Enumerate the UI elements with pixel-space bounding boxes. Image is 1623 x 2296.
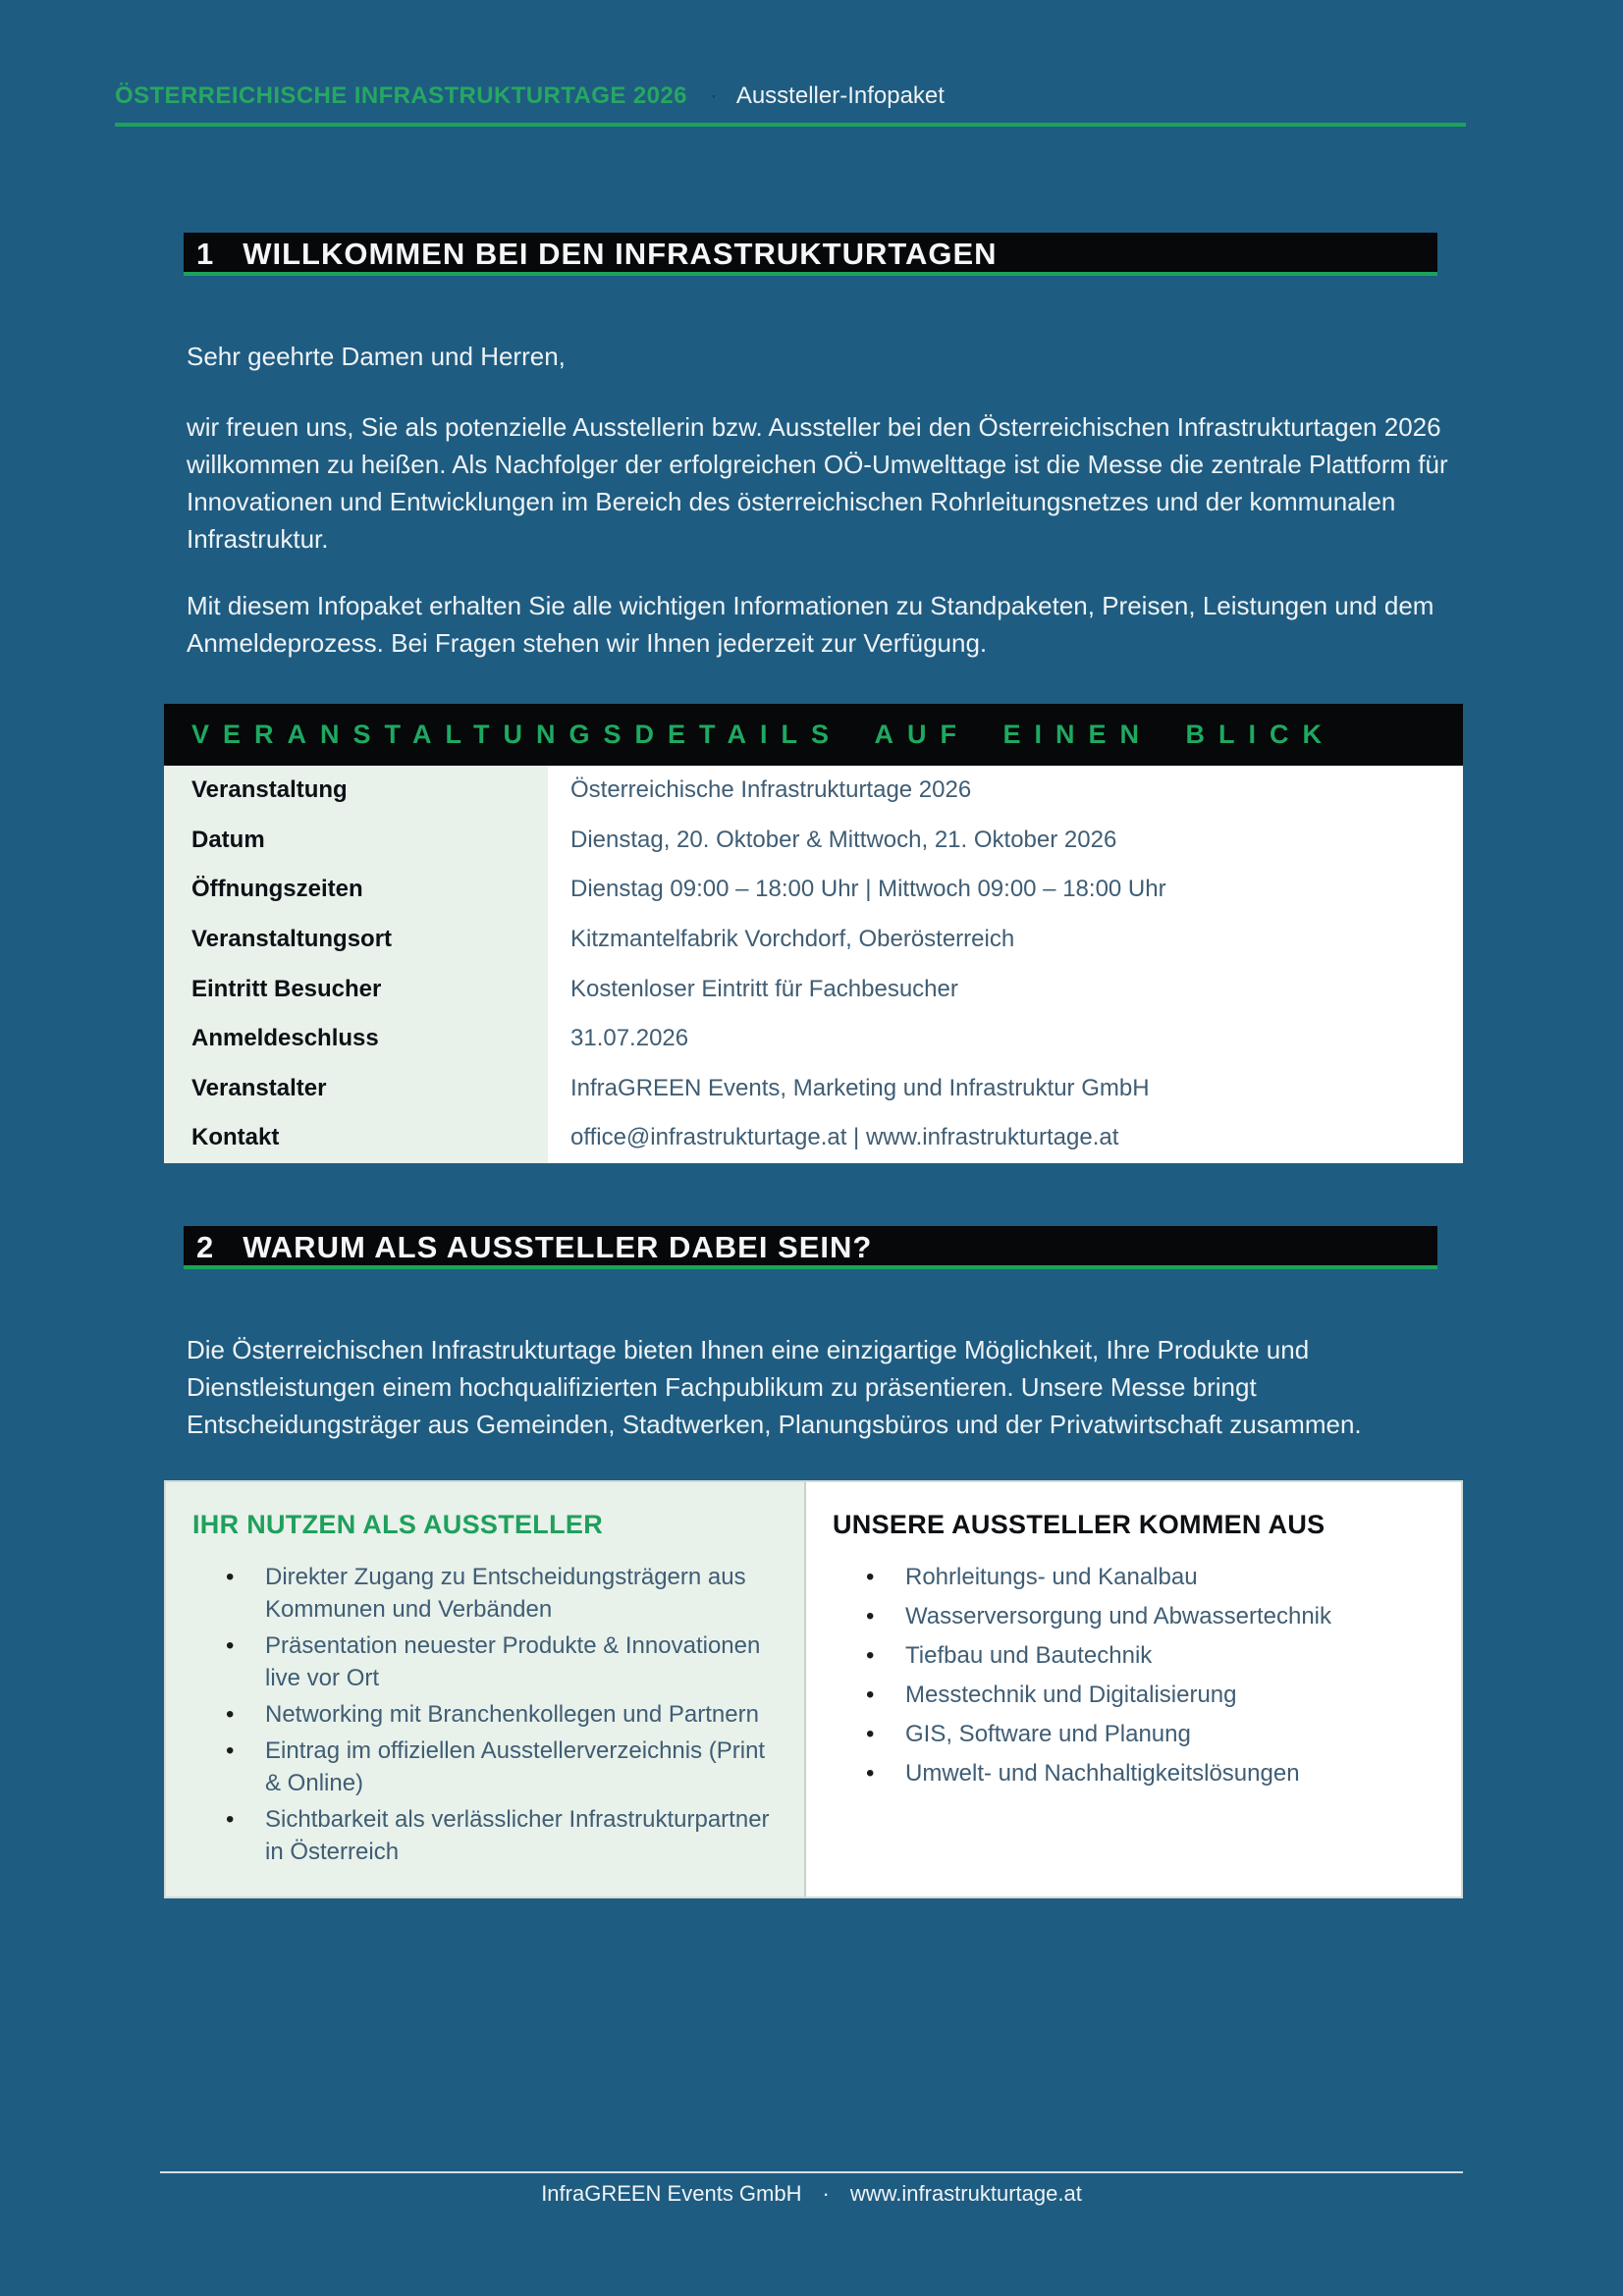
benefits-heading: IHR NUTZEN ALS AUSSTELLER xyxy=(192,1510,603,1539)
brand-title: ÖSTERREICHISCHE INFRASTRUKTURTAGE 2026 xyxy=(115,82,687,109)
benefit-list-item: • Eintrag im offiziellen Ausstellerverzeichnis (Print & Online) xyxy=(220,1735,777,1799)
audiences-list xyxy=(860,1561,1434,1789)
detail-value: office@infrastrukturtage.at | www.infrastrukturtage.at xyxy=(548,1113,1463,1163)
detail-value: 31.07.2026 xyxy=(548,1014,1463,1064)
page-footer xyxy=(0,2181,1623,2207)
benefit-list-item: • Direkter Zugang zu Entscheidungsträgern aus Kommunen und Verbänden xyxy=(220,1561,777,1626)
detail-label: Datum xyxy=(164,816,548,866)
table-row xyxy=(164,766,1463,816)
audience-list-item: • Umwelt- und Nachhaltigkeitslösungen xyxy=(860,1757,1434,1789)
details-table-body xyxy=(164,766,1463,1163)
section-2-heading-bar xyxy=(184,1226,1437,1269)
benefit-list-item: • Sichtbarkeit als verlässlicher Infrastrukturpartner in Österreich xyxy=(220,1803,777,1868)
table-row xyxy=(164,1064,1463,1114)
detail-label: Öffnungszeiten xyxy=(164,865,548,915)
intro-paragraph-1: wir freuen uns, Sie als potenzielle Ausstellerin bzw. Aussteller bei den Österreichischen Infrastrukturtagen 2026 willkommen zu heißen. Als Nachfolger der erfolgreichen OÖ-Umwelttage ist die Messe die zentrale Plattform für Innovationen und Entwicklungen im Bereich des österreichischen Rohrleitungsnetzes und der kommunalen Infrastruktur. xyxy=(187,412,1448,554)
detail-label: Anmeldeschluss xyxy=(164,1014,548,1064)
footer-company: InfraGREEN Events GmbH xyxy=(541,2181,802,2206)
benefits-list xyxy=(220,1561,777,1868)
detail-value: Dienstag, 20. Oktober & Mittwoch, 21. Oktober 2026 xyxy=(548,816,1463,866)
section-1-title: WILLKOMMEN BEI DEN INFRASTRUKTURTAGEN xyxy=(243,237,998,271)
detail-value: Dienstag 09:00 – 18:00 Uhr | Mittwoch 09:00 – 18:00 Uhr xyxy=(548,865,1463,915)
detail-value: InfraGREEN Events, Marketing und Infrastruktur GmbH xyxy=(548,1064,1463,1114)
section-1-number: 1 xyxy=(196,237,215,271)
footer-divider-rule xyxy=(160,2171,1463,2173)
benefit-list-item: • Networking mit Branchenkollegen und Partnern xyxy=(220,1698,777,1731)
detail-label: Kontakt xyxy=(164,1113,548,1163)
detail-value: Kostenloser Eintritt für Fachbesucher xyxy=(548,964,1463,1014)
audience-list-item: • Wasserversorgung und Abwassertechnik xyxy=(860,1600,1434,1632)
footer-separator-dot: · xyxy=(822,2181,830,2206)
section-2-title: WARUM ALS AUSSTELLER DABEI SEIN? xyxy=(243,1230,873,1264)
table-row xyxy=(164,1014,1463,1064)
audience-list-item: • Tiefbau und Bautechnik xyxy=(860,1639,1434,1672)
why-exhibit-paragraph: Die Österreichischen Infrastrukturtage bieten Ihnen eine einzigartige Möglichkeit, Ihre Produkte und Dienstleistungen einem hochqualifizierten Fachpublikum zu präsentieren. Unsere Messe bringt Entscheidungsträger aus Gemeinden, Stadtwerken, Planungsbüros und der Privatwirtschaft zusammen. xyxy=(187,1335,1362,1439)
greeting-text: Sehr geehrte Damen und Herren, xyxy=(187,342,566,371)
header-separator-dot: · xyxy=(709,82,718,109)
detail-label: Eintritt Besucher xyxy=(164,964,548,1014)
document-subtitle: Aussteller-Infopaket xyxy=(735,82,945,109)
benefit-list-item: • Präsentation neuester Produkte & Innovationen live vor Ort xyxy=(220,1629,777,1694)
detail-value: Österreichische Infrastrukturtage 2026 xyxy=(548,766,1463,816)
audience-list-item: • Messtechnik und Digitalisierung xyxy=(860,1679,1434,1711)
audiences-panel xyxy=(804,1482,1461,1896)
audiences-heading: UNSERE AUSSTELLER KOMMEN AUS xyxy=(833,1510,1325,1539)
footer-website: www.infrastrukturtage.at xyxy=(849,2181,1082,2206)
benefits-panel xyxy=(166,1482,804,1896)
section-1-heading-bar xyxy=(184,233,1437,276)
table-row xyxy=(164,865,1463,915)
event-details-table xyxy=(164,704,1463,1163)
detail-label: Veranstaltungsort xyxy=(164,915,548,965)
details-table-heading: VERANSTALTUNGSDETAILS AUF EINEN BLICK xyxy=(164,704,1463,766)
table-row xyxy=(164,1113,1463,1163)
table-row xyxy=(164,816,1463,866)
audience-list-item: • Rohrleitungs- und Kanalbau xyxy=(860,1561,1434,1593)
info-panels xyxy=(164,1480,1463,1898)
detail-label: Veranstaltung xyxy=(164,766,548,816)
detail-value: Kitzmantelfabrik Vorchdorf, Oberösterreich xyxy=(548,915,1463,965)
table-row xyxy=(164,964,1463,1014)
section-2-number: 2 xyxy=(196,1230,215,1264)
detail-label: Veranstalter xyxy=(164,1064,548,1114)
page-header xyxy=(115,82,1466,127)
table-row xyxy=(164,915,1463,965)
intro-paragraph-2: Mit diesem Infopaket erhalten Sie alle wichtigen Informationen zu Standpaketen, Preisen, Leistungen und dem Anmeldeprozess. Bei Fragen stehen wir Ihnen jederzeit zur Verfügung. xyxy=(187,591,1434,658)
audience-list-item: • GIS, Software und Planung xyxy=(860,1718,1434,1750)
